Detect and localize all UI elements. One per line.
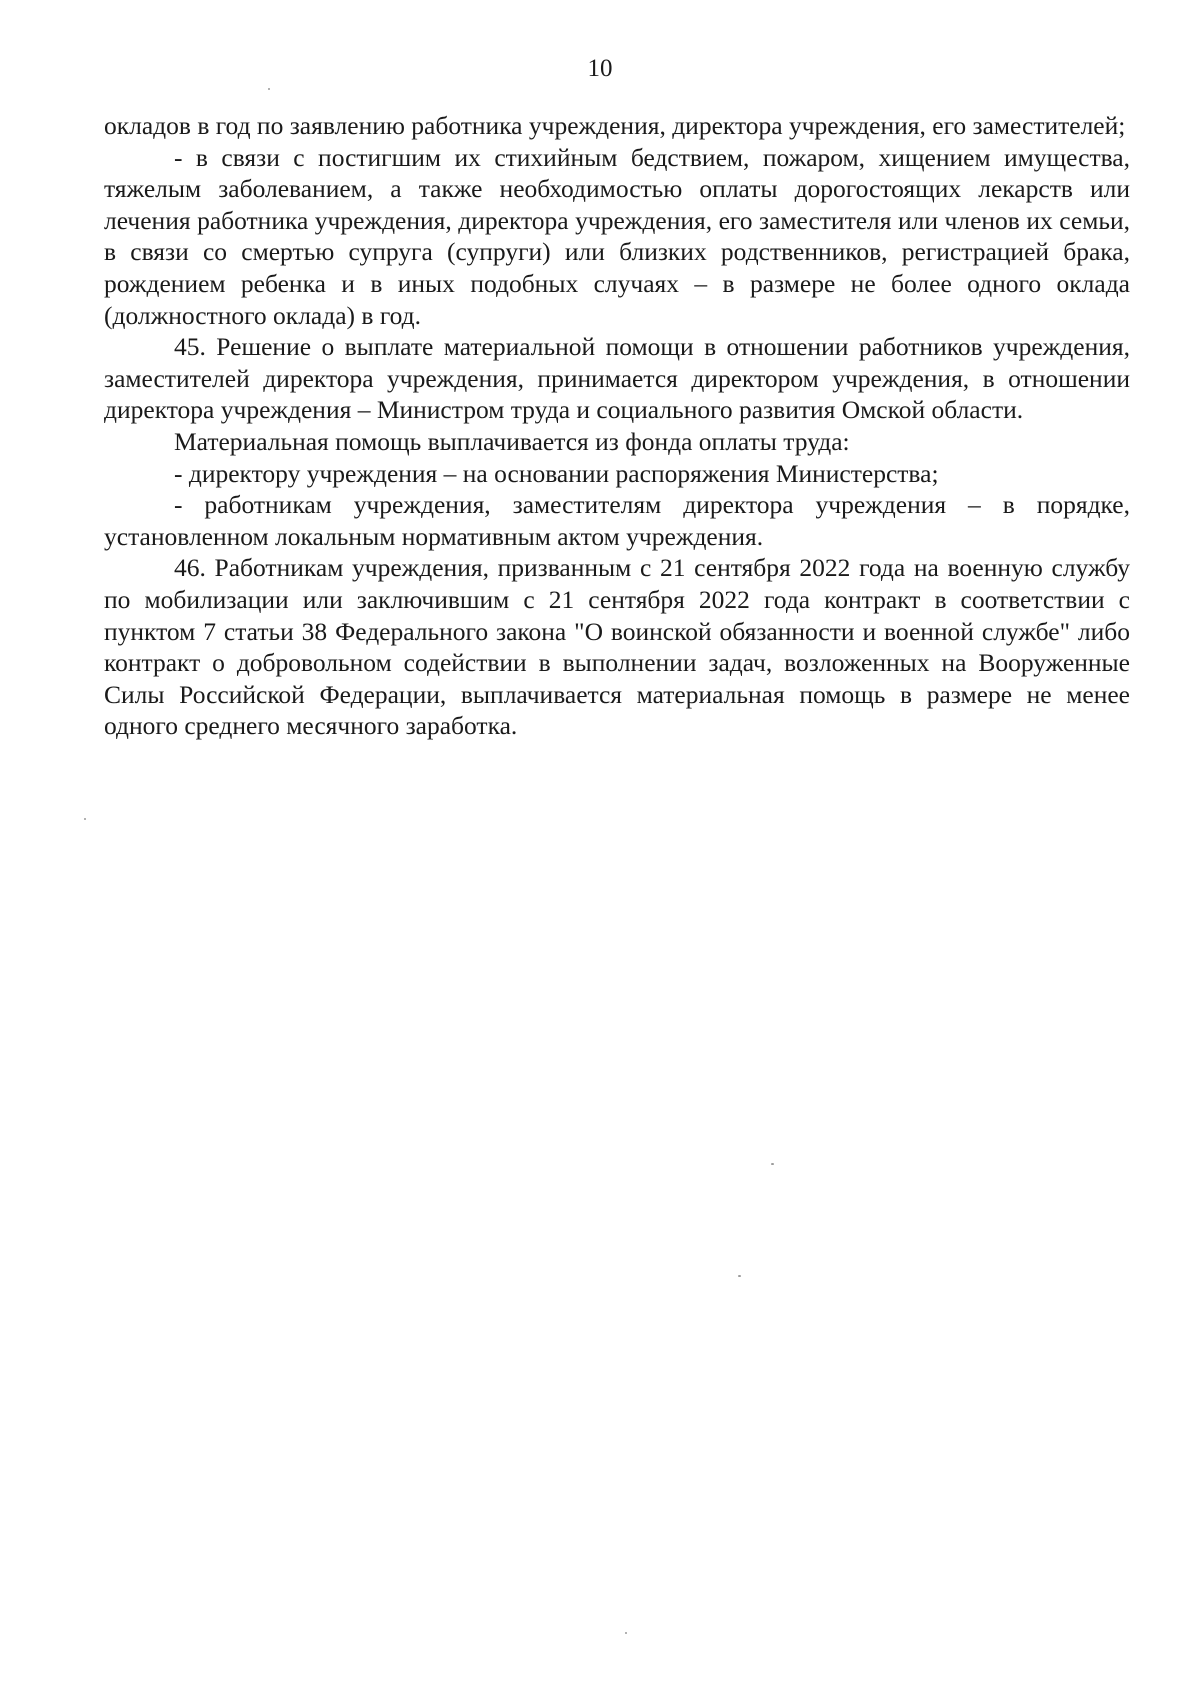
paragraph-item-45: 45. Решение о выплате материальной помощи в отношении работников учреждения, заместителей директора учреждения, принимается директором учреждения, в отношении директора учреждения – Министром труда и социального развития Омской области. [104,332,1130,425]
paragraph-payment-source: Материальная помощь выплачивается из фонда оплаты труда: [174,426,850,456]
paragraph-item-46: 46. Работникам учреждения, призванным с 21 сентября 2022 года на военную службу по мобилизации или заключившим с 21 сентября 2022 года контракт в соответствии с пунктом 7 статьи 38 Федерального закона "О воинской обязанности и военной службе" либо контракт о добровольном содействии в выполнении задач, возложенных на Вооруженные Силы Российской Федерации, выплачивается материальная помощь в размере не менее одного среднего месячного заработка. [104,553,1130,741]
paragraph-employees-basis: - работникам учреждения, заместителям директора учреждения – в порядке, установленном локальным нормативным актом учреждения. [104,490,1130,551]
page-number: 10 [587,55,613,82]
document-body [104,110,1130,742]
scan-speck [84,818,86,820]
paragraph-salary-continuation: окладов в год по заявлению работника учреждения, директора учреждения, его заместителей; [104,111,1126,140]
scan-speck [268,88,270,90]
scan-speck [738,1275,741,1277]
scan-speck [625,1632,627,1634]
scan-speck [771,1163,774,1165]
paragraph-director-basis: - директору учреждения – на основании распоряжения Министерства; [174,458,939,488]
paragraph-disaster-clause: - в связи с постигшим их стихийным бедствием, пожаром, хищением имущества, тяжелым заболеванием, а также необходимостью оплаты дорогостоящих лекарств или лечения работника учреждения, директора учреждения, его заместителя или членов их семьи, в связи со смертью супруга (супруги) или близких родственников, регистрацией брака, рождением ребенка и в иных подобных случаях – в размере не более одного оклада (должностного оклада) в год. [104,142,1130,330]
